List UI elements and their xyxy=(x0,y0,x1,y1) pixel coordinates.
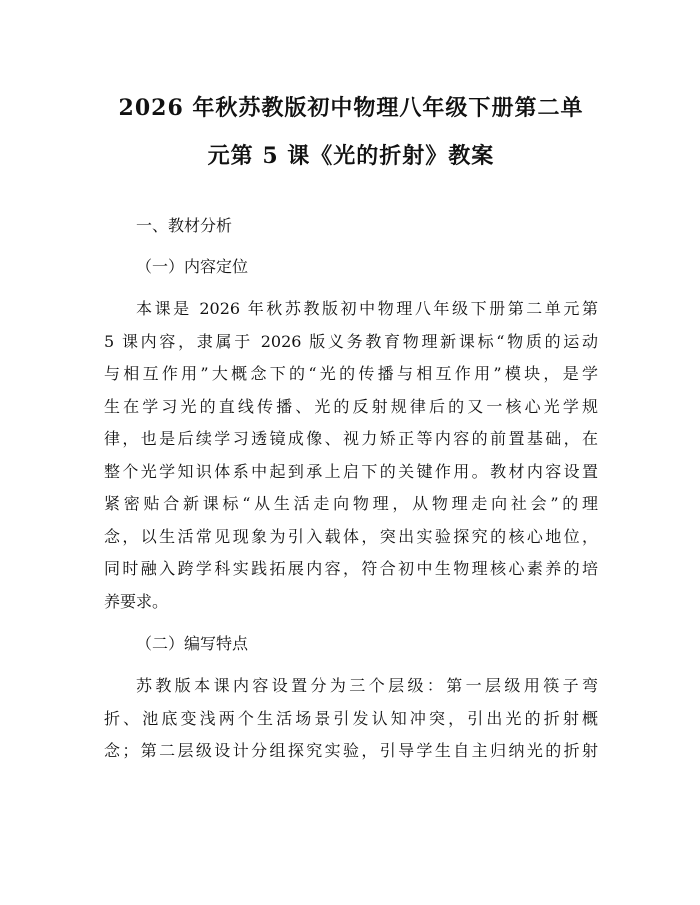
paragraph-content-positioning xyxy=(104,293,598,618)
paragraph-line: 律，也是后续学习透镜成像、视力矫正等内容的前置基础，在 xyxy=(104,429,598,448)
paragraph-line: 紧密贴合新课标“从生活走向物理，从物理走向社会”的理 xyxy=(104,494,598,513)
paragraph-line: 整个光学知识体系中起到承上启下的关键作用。教材内容设置 xyxy=(104,461,598,481)
paragraph-writing-features xyxy=(104,670,598,768)
paragraph-line: 养要求。 xyxy=(104,591,169,611)
paragraph-line: 生在学习光的直线传播、光的反射规律后的又一核心光学规 xyxy=(104,396,598,416)
title-line-1: 2026 年秋苏教版初中物理八年级下册第二单 xyxy=(118,95,584,121)
paragraph-line: 同时融入跨学科实践拓展内容，符合初中生物理核心素养的培 xyxy=(104,559,598,578)
document-title xyxy=(104,84,598,180)
subsection-heading-content-positioning: （一）内容定位 xyxy=(136,257,249,276)
section-heading-teaching-material-analysis: 一、教材分析 xyxy=(136,216,233,235)
paragraph-line: 5 课内容，隶属于 2026 版义务教育物理新课标“物质的运动 xyxy=(104,331,598,351)
subsection-heading-writing-features: （二）编写特点 xyxy=(136,634,249,653)
paragraph-line: 与相互作用”大概念下的“光的传播与相互作用”模块，是学 xyxy=(104,364,598,383)
paragraph-line: 念；第二层级设计分组探究实验，引导学生自主归纳光的折射 xyxy=(104,741,598,760)
title-line-2: 元第 5 课《光的折射》教案 xyxy=(207,143,495,169)
paragraph-line: 折、池底变浅两个生活场景引发认知冲突，引出光的折射概 xyxy=(104,708,598,728)
paragraph-line: 苏教版本课内容设置分为三个层级：第一层级用筷子弯 xyxy=(136,676,598,695)
paragraph-line: 念，以生活常见现象为引入载体，突出实验探究的核心地位， xyxy=(104,526,598,546)
paragraph-line: 本课是 2026 年秋苏教版初中物理八年级下册第二单元第 xyxy=(136,299,598,318)
